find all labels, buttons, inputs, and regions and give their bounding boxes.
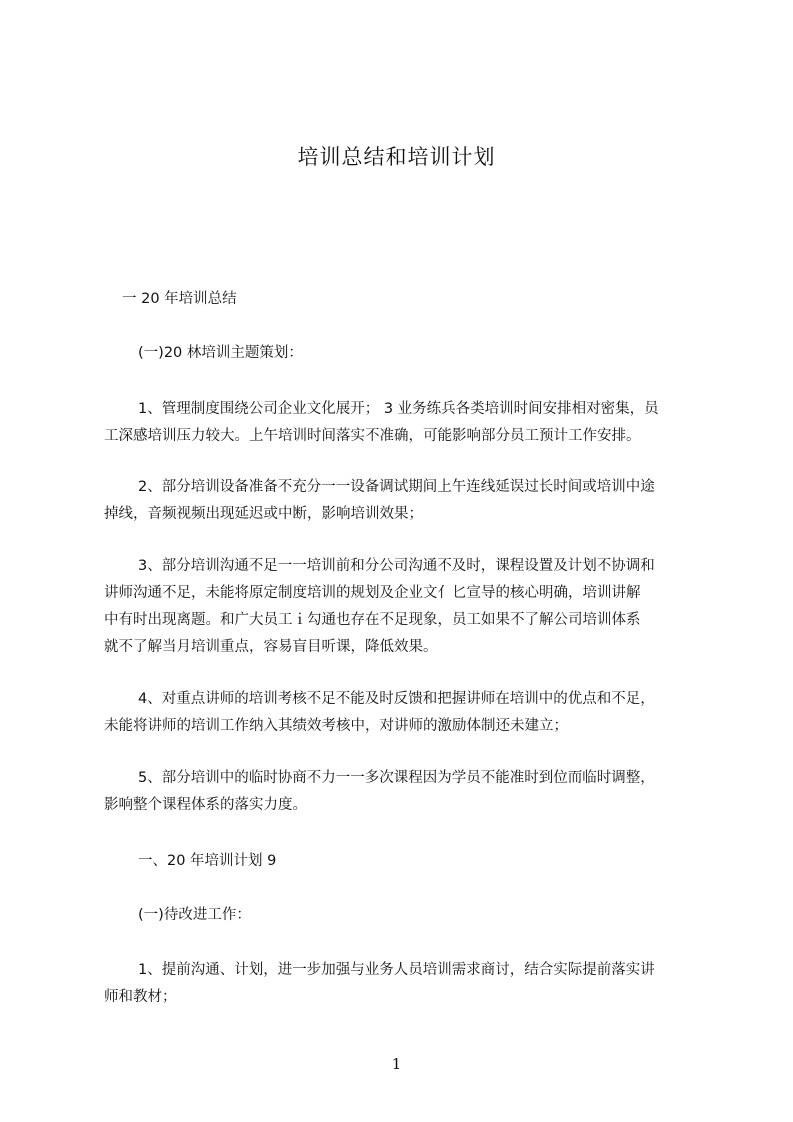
text-line: 影响整个课程体系的落实力度。 [104,797,307,813]
paragraph-item-3 [104,553,714,661]
text-line: 讲师沟通不足，未能将原定制度培训的规划及企业文亻匕宣导的核心明确，培训讲解 [104,585,641,601]
text-line: 1、提前沟通、计划，进一步加强与业务人员培训需求商讨，结合实际提前落实讲 [138,962,655,978]
paragraph-item-5 [104,765,714,819]
page-number: 1 [391,1055,402,1073]
text-line: 3、部分培训沟通不足一一培训前和分公司沟通不及时，课程设置及计划不协调和 [138,558,655,574]
text-line: 2、部分培训设备准备不充分一一设备调试期间上午连线延误过长时间或培训中途 [138,479,655,495]
subsection-heading-theme [138,340,748,367]
text-line: (一)待改进工作： [138,907,251,923]
document-title: 培训总结和培训计划 [297,145,496,169]
text-line: 师和教材； [104,989,177,1005]
text-line: 1、管理制度围绕公司企业文化展开； 3 业务练兵各类培训时间安排相对密集，员 [138,401,659,417]
section-heading-summary [122,286,732,313]
text-line: 中有时出现离题。和广大员工ｉ勾通也存在不足现象，员工如果不了解公司培训体系 [104,612,641,628]
text-line: 就不了解当月培训重点，容易盲目听课，降低效果。 [104,639,438,655]
subsection-heading-improvement [138,902,748,929]
text-line: 5、部分培训中的临时协商不力一一多次课程因为学员不能准时到位而临时调整， [138,770,655,786]
text-line: 未能将讲师的培训工作纳入其绩效考核中，对讲师的激励体制还未建立； [104,718,568,734]
text-line: 一、20 年培训计划 9 [138,853,277,869]
text-line: 一 20 年培训总结 [122,291,237,307]
paragraph-item-1 [104,396,714,450]
text-line: 4、对重点讲师的培训考核不足不能及时反馈和把握讲师在培训中的优点和不足， [138,691,655,707]
text-line: (一)20 林培训主题策划： [138,345,303,361]
paragraph-item-2 [104,474,714,528]
section-heading-plan [138,848,748,875]
text-line: 掉线，音频视频出现延迟或中断，影响培训效果； [104,506,423,522]
text-line: 工深感培训压力较大。上午培训时间落实不准确，可能影响部分员工预计工作安排。 [104,428,641,444]
paragraph-plan-item-1 [104,957,714,1011]
paragraph-item-4 [104,686,714,740]
